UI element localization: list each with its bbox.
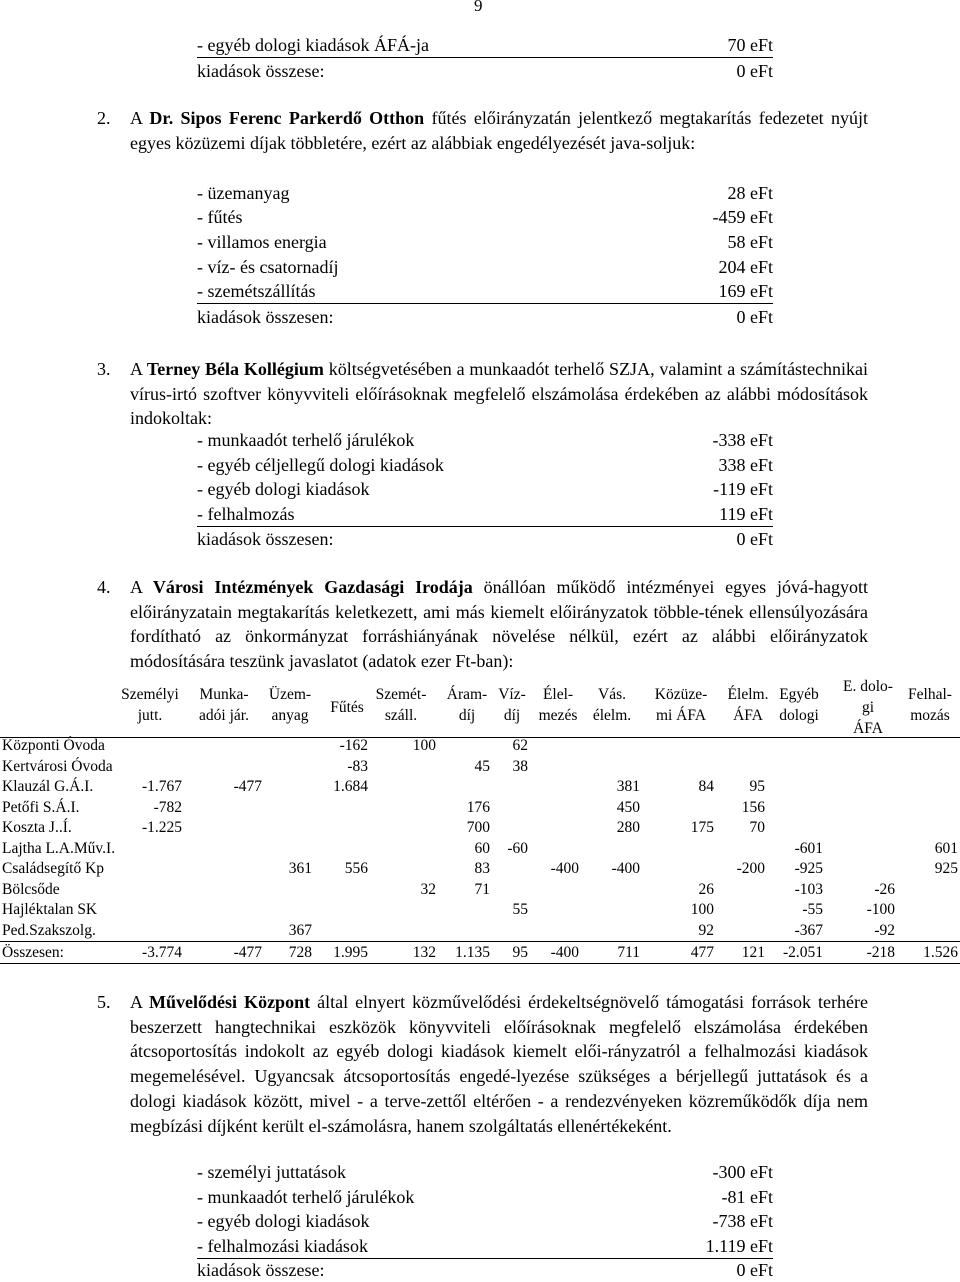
item-label: - egyéb dologi kiadások <box>197 1211 370 1231</box>
table-row <box>0 735 960 756</box>
item-label: - szemétszállítás <box>197 281 316 301</box>
item-value: 28 eFt <box>727 183 773 203</box>
para-text: A <box>130 108 143 128</box>
item-value: -738 eFt <box>712 1211 773 1231</box>
table-row <box>0 838 960 859</box>
list-item <box>197 502 773 527</box>
table-cell: 280 <box>616 819 640 836</box>
row-name: Klauzál G.Á.I. <box>2 778 94 795</box>
para-text: által elnyert közművelődési érdekeltségnövelő támogatási források terhére beszerzett hangtechnikai eszközök könyvviteli előírásoknak megfelelő elszámolása érdekében átcsoportosítás indokolt az egyéb dologi kiadások kiemelt elői-rányzatról a felhalmozási kiadások megemelésével. Ugyancsak átcsoportosítás engedé-lyezése szükséges a bérjellegű juttatások és a dologi kiadások között, mivel - a terve-zettől eltérően - a rendezvényeken közreműködők díja nem megbízási díjként került el-számolásra, hanem szolgáltatás ellenértékeként. <box>130 992 869 1136</box>
column-header <box>759 684 839 726</box>
item-label: kiadások összesen: <box>197 529 334 549</box>
row-name: Koszta J..Í. <box>2 819 72 836</box>
item-label: - fűtés <box>197 207 243 227</box>
item-value: 204 eFt <box>718 257 773 277</box>
column-header-line: Szemét- <box>375 686 427 703</box>
section-3-paragraph <box>130 357 868 431</box>
item-value: -338 eFt <box>712 430 773 450</box>
item-value: 0 eFt <box>736 529 773 549</box>
list-item <box>197 181 773 205</box>
table-cell: 711 <box>617 944 640 961</box>
table-cell: -200 <box>736 860 765 877</box>
column-header-line: Közüze- <box>654 686 708 703</box>
row-name: Bölcsőde <box>2 881 60 898</box>
table-cell: 121 <box>741 944 765 961</box>
list-item <box>197 1209 773 1233</box>
table-cell: 450 <box>616 799 640 816</box>
list-item <box>197 255 773 279</box>
table-cell: 1.684 <box>333 778 368 795</box>
table-cell: -1.225 <box>141 819 182 836</box>
section-number: 4. <box>97 577 111 597</box>
table-cell: 38 <box>512 758 528 775</box>
item-label: - személyi juttatások <box>197 1162 346 1182</box>
list-item <box>197 1160 773 1184</box>
table-cell: -400 <box>550 944 579 961</box>
list-total <box>197 527 773 551</box>
item-label: - munkaadót terhelő járulékok <box>197 1187 415 1207</box>
column-header <box>890 684 960 726</box>
item-value: -300 eFt <box>712 1162 773 1182</box>
list-total <box>197 305 773 329</box>
table-cell: -477 <box>233 944 262 961</box>
table-cell: -925 <box>794 860 823 877</box>
list-item <box>197 453 773 477</box>
table-cell: 1.135 <box>455 944 490 961</box>
table-cell: -83 <box>347 758 368 775</box>
list-item <box>197 1234 773 1259</box>
column-header-line: Vás. <box>598 686 626 703</box>
item-label: kiadások összesen: <box>197 307 334 327</box>
column-header-line: dologi <box>779 707 819 724</box>
table-cell: 92 <box>698 922 714 939</box>
column-header-line: Fűtés <box>330 699 364 716</box>
table-cell: -477 <box>233 778 262 795</box>
table-cell: -400 <box>611 860 640 877</box>
item-value: 0 eFt <box>736 1260 773 1280</box>
table-cell: 175 <box>690 819 714 836</box>
list-item <box>197 205 773 229</box>
column-header-line: gi <box>861 699 875 716</box>
item-value: -119 eFt <box>713 479 773 499</box>
column-header-line: Víz- <box>498 686 526 703</box>
column-header-line: mozás <box>910 707 950 724</box>
table-cell: 55 <box>512 901 528 918</box>
item-label: - víz- és csatornadíj <box>197 257 339 277</box>
page-number: 9 <box>474 0 483 15</box>
table-cell: -782 <box>153 799 182 816</box>
table-cell: -103 <box>794 881 823 898</box>
table-cell: 60 <box>474 840 490 857</box>
column-header-line: Áram- <box>446 686 488 703</box>
item-value: -459 eFt <box>712 207 773 227</box>
table-row <box>0 797 960 818</box>
item-value: 70 eFt <box>727 35 773 55</box>
table-cell: 84 <box>698 778 714 795</box>
table-cell: 83 <box>474 860 490 877</box>
table-cell: 601 <box>934 840 958 857</box>
table-cell: 728 <box>288 944 312 961</box>
row-name: Családsegítő Kp <box>2 860 105 877</box>
column-header-line: adói jár. <box>199 707 249 724</box>
row-name: Összesen: <box>2 944 64 961</box>
table-cell: -55 <box>802 901 823 918</box>
list-item <box>197 33 773 58</box>
list-item <box>197 428 773 452</box>
para-text: A <box>130 577 143 597</box>
item-value: 0 eFt <box>736 307 773 327</box>
column-header-line: Élelm. <box>727 686 769 703</box>
table-cell: -100 <box>866 901 895 918</box>
item-label: - üzemanyag <box>197 183 290 203</box>
table-row <box>0 817 960 838</box>
row-name: Központi Óvoda <box>2 737 105 754</box>
column-header-line: Felhal- <box>908 686 952 703</box>
list-item <box>197 477 773 501</box>
para-text: A <box>130 992 143 1012</box>
item-value: 1.119 eFt <box>705 1236 773 1256</box>
item-label: - egyéb céljellegű dologi kiadások <box>197 455 444 475</box>
list-total <box>197 59 773 83</box>
table-cell: 100 <box>690 901 714 918</box>
list-item <box>197 1185 773 1209</box>
column-header-line: anyag <box>271 707 309 724</box>
table-row <box>0 858 960 879</box>
table-cell: 477 <box>690 944 714 961</box>
para-text: költségvetésében a munkaadót terhelő SZJA, valamint a számítástechnikai vírus-irtó szoftver könyvviteli előírásoknak megfelelő elszámolása érdekében az alábbi módosítások indokoltak: <box>130 359 869 429</box>
column-header-line: díj <box>503 707 521 724</box>
column-header-line: száll. <box>384 707 418 724</box>
table-cell: 381 <box>616 778 640 795</box>
para-text: A <box>130 359 143 379</box>
table-divider <box>0 963 960 964</box>
row-name: Ped.Szakszolg. <box>2 922 96 939</box>
item-label: kiadások összese: <box>197 61 325 81</box>
list-item <box>197 279 773 304</box>
row-name: Hajléktalan SK <box>2 901 98 918</box>
table-row <box>0 942 960 963</box>
list-item <box>197 230 773 254</box>
column-header-line: mezés <box>538 707 578 724</box>
column-header-line: ÁFA <box>853 720 883 737</box>
table-cell: 71 <box>474 881 490 898</box>
row-name: Lajtha L.A.Műv.I. <box>2 840 116 857</box>
table-cell: -162 <box>339 737 368 754</box>
column-header-line: Munka- <box>199 686 249 703</box>
table-cell: -3.774 <box>141 944 182 961</box>
table-cell: 925 <box>934 860 958 877</box>
item-label: - egyéb dologi kiadások <box>197 479 370 499</box>
table-cell: 556 <box>344 860 368 877</box>
table-cell: 26 <box>698 881 714 898</box>
table-cell: 1.995 <box>333 944 368 961</box>
column-header-line: Üzem- <box>268 686 312 703</box>
table-cell: -60 <box>507 840 528 857</box>
item-label: kiadások összese: <box>197 1260 325 1280</box>
para-text: önállóan működő intézményei egyes jóvá-hagyott előirányzatain megtakarítás keletkezett, ami más kiemelt előirányzatok többle-tének ellensúlyozására fordítható az önkormányzat forráshiányának növelése nélkül, ezért az alábbi előirányzatok módosítására teszünk javaslatot (adatok ezer Ft-ban): <box>130 577 868 672</box>
institution-name: Városi Intézmények Gazdasági Irodája <box>152 577 473 597</box>
table-cell: 70 <box>749 819 765 836</box>
column-header-line: E. dolo- <box>843 678 893 695</box>
table-cell: -26 <box>874 881 895 898</box>
section-5-paragraph <box>130 990 868 1138</box>
table-cell: -400 <box>550 860 579 877</box>
table-cell: 100 <box>412 737 436 754</box>
table-cell: 95 <box>512 944 528 961</box>
table-cell: 176 <box>466 799 490 816</box>
table-cell: -92 <box>874 922 895 939</box>
item-label: - egyéb dologi kiadások ÁFÁ-ja <box>197 35 429 55</box>
table-row <box>0 920 960 941</box>
table-cell: 1.526 <box>923 944 958 961</box>
column-header-line: ÁFA <box>733 707 763 724</box>
table-cell: 45 <box>474 758 490 775</box>
table-row <box>0 879 960 900</box>
section-4-paragraph <box>130 575 868 674</box>
column-header <box>110 684 190 726</box>
section-number: 5. <box>97 992 111 1012</box>
item-value: 338 eFt <box>718 455 773 475</box>
table-cell: 95 <box>749 778 765 795</box>
item-label: - felhalmozás <box>197 504 295 524</box>
institution-name: Dr. Sipos Ferenc Parkerdő Otthon <box>149 108 425 128</box>
section-number: 3. <box>97 359 111 379</box>
section-2-paragraph <box>130 106 868 155</box>
para-text: fűtés előirányzatán jelentkező megtakarítás fedezetet nyújt egyes közüzemi díjak többletére, ezért az alábbiak engedélyezését java-soljuk: <box>130 108 869 153</box>
column-header-line: Személyi <box>121 686 179 703</box>
table-cell: 367 <box>288 922 312 939</box>
row-name: Petőfi S.Á.I. <box>2 799 80 816</box>
table-cell: 156 <box>741 799 765 816</box>
item-label: - felhalmozási kiadások <box>197 1236 368 1256</box>
column-header <box>572 684 652 726</box>
table-cell: 700 <box>466 819 490 836</box>
item-value: 0 eFt <box>736 61 773 81</box>
column-header-line: jutt. <box>137 707 163 724</box>
table-cell: 62 <box>512 737 528 754</box>
item-label: - munkaadót terhelő járulékok <box>197 430 415 450</box>
item-label: - villamos energia <box>197 232 327 252</box>
section-number: 2. <box>97 108 111 128</box>
institution-name: Művelődési Központ <box>149 992 311 1012</box>
column-header-line: élelm. <box>592 707 632 724</box>
table-cell: -218 <box>866 944 895 961</box>
row-name: Kertvárosi Óvoda <box>2 758 113 775</box>
table-cell: -367 <box>794 922 823 939</box>
item-value: 119 eFt <box>719 504 773 524</box>
table-cell: -601 <box>794 840 823 857</box>
table-cell: 132 <box>412 944 436 961</box>
table-row <box>0 756 960 777</box>
item-value: 169 eFt <box>718 281 773 301</box>
table-row <box>0 899 960 920</box>
table-row <box>0 776 960 797</box>
table-cell: 361 <box>288 860 312 877</box>
item-value: 58 eFt <box>727 232 773 252</box>
table-cell: 32 <box>420 881 436 898</box>
column-header-line: mi ÁFA <box>655 707 707 724</box>
table-cell: -1.767 <box>141 778 182 795</box>
table-cell: -2.051 <box>782 944 823 961</box>
table-divider <box>0 941 960 942</box>
column-header-line: Élel- <box>542 686 574 703</box>
item-value: -81 eFt <box>721 1187 773 1207</box>
column-header-line: díj <box>458 707 476 724</box>
column-header-line: Egyéb <box>779 686 819 703</box>
list-total <box>197 1258 773 1282</box>
institution-name: Terney Béla Kollégium <box>146 359 324 379</box>
